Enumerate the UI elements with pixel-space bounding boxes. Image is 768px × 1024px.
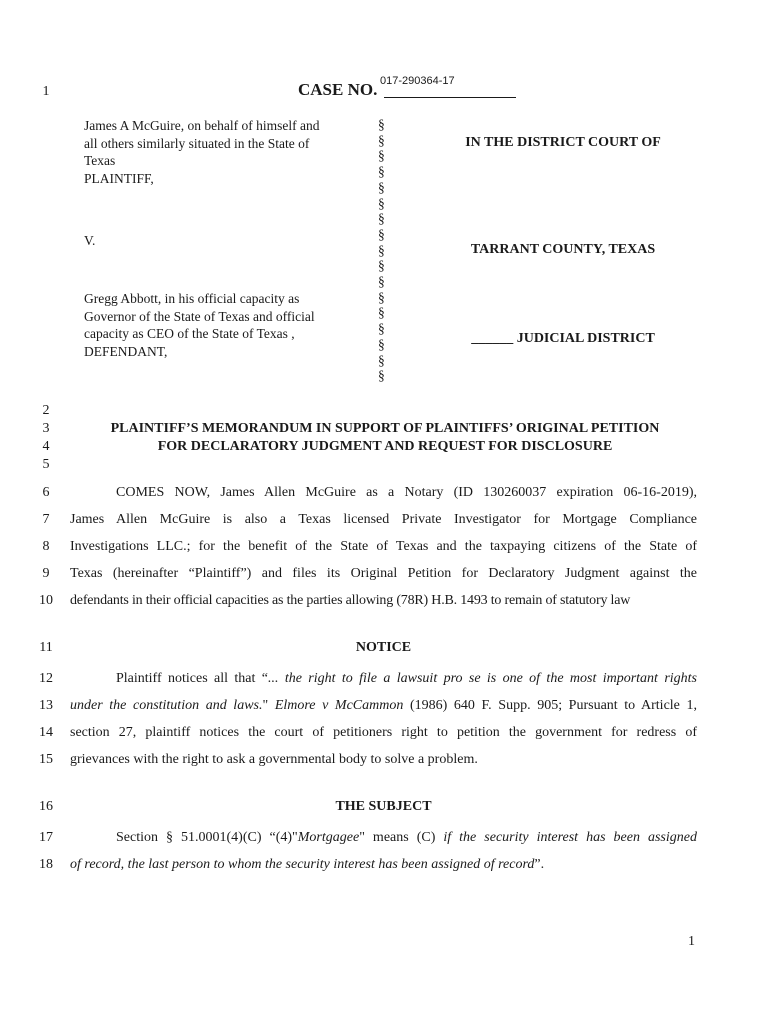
line-number: 10	[39, 593, 53, 608]
paragraph-line: grievances with the right to ask a governmental body to solve a problem.	[70, 752, 478, 767]
text-span: Section § 51.0001(4)(C) “(4)"	[116, 830, 298, 845]
line-number: 1	[42, 84, 50, 99]
paragraph-line	[70, 698, 697, 714]
defendant-line: Governor of the State of Texas and official	[84, 308, 315, 324]
case-number-value: 017-290364-17	[380, 75, 455, 87]
page-number: 1	[688, 934, 695, 949]
line-number: 7	[42, 512, 50, 527]
paragraph-line: defendants in their official capacities as the parties allowing (78R) H.B. 1493 to remain of statutory law	[70, 593, 631, 608]
paragraph-line: James Allen McGuire is also a Texas licensed Private Investigator for Mortgage Compliance	[70, 512, 697, 527]
text-span: Plaintiff notices all that “	[116, 671, 268, 686]
text-span: " means (C)	[359, 830, 444, 845]
quote-italic: ... the right to file a lawsuit pro se is one of the most important rights	[267, 671, 697, 686]
memo-title	[60, 420, 710, 456]
line-number: 5	[42, 457, 50, 472]
case-number-label: CASE NO.	[298, 80, 378, 99]
memo-title-line: PLAINTIFF’S MEMORANDUM IN SUPPORT OF PLAINTIFFS’ ORIGINAL PETITION	[110, 421, 660, 436]
caption-versus: V.	[84, 233, 96, 248]
defendant-line: DEFENDANT,	[84, 343, 168, 359]
paragraph-line: Texas (hereinafter “Plaintiff”) and files its Original Petition for Declaratory Judgment against the	[70, 566, 697, 581]
line-number: 8	[42, 539, 50, 554]
paragraph-line: section 27, plaintiff notices the court of petitioners right to petition the government for redress of	[70, 725, 697, 740]
notice-heading: NOTICE	[355, 640, 412, 655]
memo-title-line: FOR DECLARATORY JUDGMENT AND REQUEST FOR DISCLOSURE	[157, 439, 613, 454]
paragraph-line	[70, 830, 697, 846]
case-number-underline	[384, 97, 516, 98]
defendant-line: Gregg Abbott, in his official capacity as	[84, 291, 300, 306]
paragraph-line	[70, 857, 697, 873]
line-number: 4	[42, 439, 50, 454]
text-span: "	[262, 698, 275, 713]
line-number: 6	[42, 485, 50, 500]
line-number: 11	[39, 640, 53, 655]
line-number: 2	[42, 403, 50, 418]
line-number: 14	[39, 725, 53, 740]
section-marks: § § § § § § § § § § § § § § § § §	[378, 117, 385, 384]
line-number: 18	[39, 857, 53, 872]
case-citation: Elmore v McCammon	[274, 698, 404, 713]
line-number: 17	[39, 830, 53, 845]
plaintiff-line: all others similarly situated in the State of	[84, 135, 310, 151]
line-number: 12	[39, 671, 53, 686]
quote-italic: if the security interest has been assigned	[443, 830, 697, 845]
subject-heading: THE SUBJECT	[335, 799, 432, 814]
section-marks-column	[378, 117, 388, 384]
plaintiff-line: James A McGuire, on behalf of himself and	[84, 118, 320, 133]
court-district: ______ JUDICIAL DISTRICT	[471, 331, 655, 346]
line-number: 13	[39, 698, 53, 713]
quote-italic: under the constitution and laws.	[70, 698, 263, 713]
text-span: (1986) 640 F. Supp. 905; Pursuant to Article 1,	[403, 698, 697, 713]
paragraph-line: Investigations LLC.; for the benefit of the State of Texas and the taxpaying citizens of the State of	[70, 539, 697, 554]
plaintiff-line: PLAINTIFF,	[84, 170, 154, 186]
court-county: TARRANT COUNTY, TEXAS	[470, 242, 656, 257]
text-span: ”.	[534, 857, 545, 872]
line-number: 9	[42, 566, 50, 581]
line-number: 16	[39, 799, 53, 814]
paragraph-line: COMES NOW, James Allen McGuire as a Notary (ID 130260037 expiration 06-16-2019),	[116, 485, 697, 500]
quote-italic: of record, the last person to whom the security interest has been assigned of record	[70, 857, 535, 872]
line-number: 3	[42, 421, 50, 436]
caption-defendant	[84, 290, 315, 360]
plaintiff-line: Texas	[84, 153, 116, 168]
court-name: IN THE DISTRICT COURT OF	[465, 135, 661, 150]
line-number: 15	[39, 752, 53, 767]
caption-plaintiff	[84, 117, 319, 187]
paragraph-line	[70, 671, 697, 687]
term-italic: Mortgagee	[297, 830, 360, 845]
defendant-line: capacity as CEO of the State of Texas ,	[84, 326, 295, 341]
